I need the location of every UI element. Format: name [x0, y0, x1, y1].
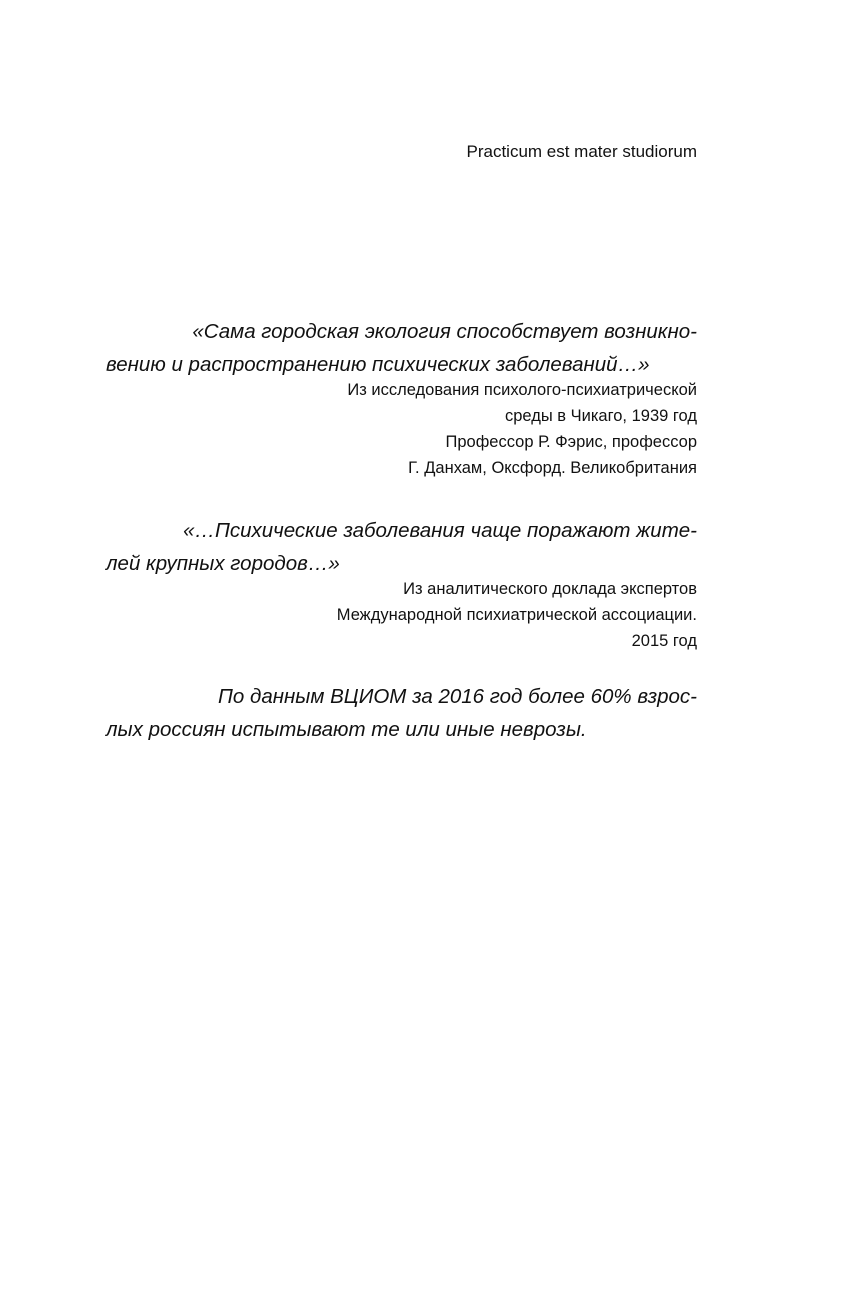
quote-2-line-2: лей крупных городов…» [106, 552, 340, 575]
quote-1-line-2: вению и распространению психических заболеваний…» [106, 353, 650, 376]
quote-1-source-line-2: среды в Чикаго, 1939 год [504, 407, 697, 425]
quote-2 [106, 514, 697, 580]
quote-2-source-line-1: Из аналитического доклада экспертов [403, 580, 697, 598]
quote-1 [106, 315, 697, 381]
quote-1-line-1: «Сама городская экология способствует возникно- [192, 320, 697, 343]
quote-1-source [106, 377, 697, 481]
quote-1-source-line-3: Профессор Р. Фэрис, профессор [445, 433, 697, 451]
statement-line-1: По данным ВЦИОМ за 2016 год более 60% взрос- [218, 685, 697, 708]
quote-2-source-line-2: Международной психиатрической ассоциации. [336, 606, 697, 624]
quote-2-source-line-3: 2015 год [631, 632, 697, 650]
epigraph-text: Practicum est mater studiorum [466, 142, 697, 161]
quote-2-line-1: «…Психические заболевания чаще поражают жите- [183, 519, 697, 542]
quote-1-source-line-1: Из исследования психолого-психиатрической [347, 381, 697, 399]
statement [106, 680, 697, 746]
quote-2-source [106, 576, 697, 654]
quote-1-source-line-4: Г. Данхам, Оксфорд. Великобритания [408, 459, 697, 477]
epigraph [106, 142, 697, 162]
statement-line-2: лых россиян испытывают те или иные неврозы. [106, 718, 587, 741]
